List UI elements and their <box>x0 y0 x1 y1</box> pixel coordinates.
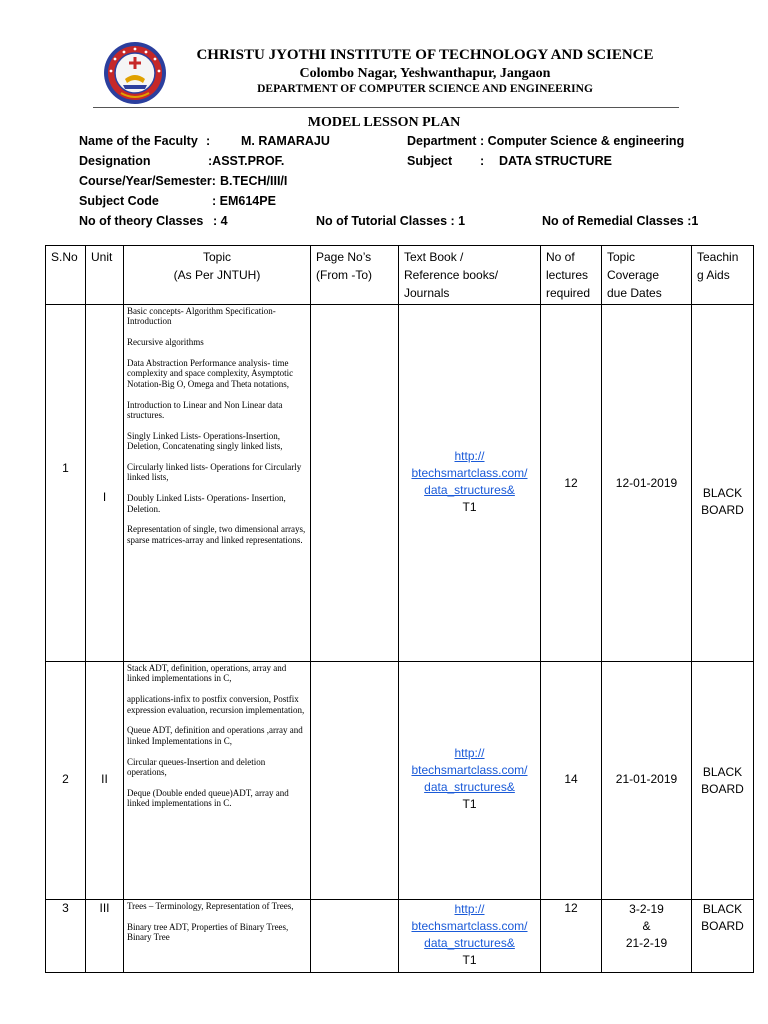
subject-code-label: Subject Code <box>79 194 159 208</box>
header-lectures: No of lectures required <box>541 246 602 305</box>
row-unit: III <box>86 900 124 973</box>
institute-logo-icon <box>103 41 167 105</box>
header-divider <box>93 107 679 108</box>
header-books: Text Book / Reference books/ Journals <box>399 246 541 305</box>
topic-item: Introduction to Linear and Non Linear data structures. <box>127 399 283 421</box>
row-books <box>399 305 541 662</box>
faculty-value: M. RAMARAJU <box>241 134 330 148</box>
department-heading: DEPARTMENT OF COMPUTER SCIENCE AND ENGINEERING <box>257 83 593 95</box>
textbook-link[interactable]: http:// btechsmartclass.com/ data_structures& <box>411 746 528 794</box>
lesson-plan-table <box>45 245 754 973</box>
row-lectures: 12 <box>541 900 602 973</box>
row-pages <box>311 662 399 900</box>
row-due-date: 21-01-2019 <box>602 662 692 900</box>
remedial-classes: No of Remedial Classes :1 <box>542 214 699 228</box>
row-topics <box>124 900 311 973</box>
textbook-code: T1 <box>462 500 477 514</box>
row-topics <box>124 662 311 900</box>
row-unit: I <box>86 305 124 662</box>
row-unit: II <box>86 662 124 900</box>
textbook-code: T1 <box>462 797 477 811</box>
department-label: Department <box>407 134 477 148</box>
header-sno: S.No <box>46 246 86 305</box>
topic-item: Circular queues-Insertion and deletion operations, <box>127 756 266 778</box>
topic-item: Stack ADT, definition, operations, array and linked implementations in C, <box>127 663 287 684</box>
institute-name: CHRISTU JYOTHI INSTITUTE OF TECHNOLOGY AND SCIENCE <box>196 47 654 63</box>
theory-classes-value: : 4 <box>213 214 228 228</box>
designation-value: :ASST.PROF. <box>208 154 285 168</box>
course-value: B.TECH/III/I <box>220 174 288 188</box>
subject-label: Subject <box>407 154 453 168</box>
tutorial-classes: No of Tutorial Classes : 1 <box>316 214 466 228</box>
topic-item: Representation of single, two dimensional arrays, sparse matrices-array and linked representations. <box>127 524 306 545</box>
table-row <box>46 900 754 973</box>
table-header-row <box>46 246 754 305</box>
row-due-date: 12-01-2019 <box>602 305 692 662</box>
row-lectures: 12 <box>541 305 602 662</box>
table-row <box>46 662 754 900</box>
topic-item: Circularly linked lists- Operations for Circularly linked lists, <box>127 462 302 483</box>
row-teaching-aids: BLACK BOARD <box>692 662 754 900</box>
row-teaching-aids: BLACK BOARD <box>692 305 754 662</box>
topic-item: Binary tree ADT, Properties of Binary Trees, Binary Tree <box>127 921 289 943</box>
row-books <box>399 900 541 973</box>
topic-item: Trees – Terminology, Representation of Trees, <box>127 901 294 911</box>
header-unit: Unit <box>86 246 124 305</box>
textbook-link[interactable]: http:// btechsmartclass.com/ data_structures& <box>411 449 528 497</box>
topic-item: applications-infix to postfix conversion, Postfix expression evaluation, recursion implementation, <box>127 694 305 715</box>
topic-item: Queue ADT, definition and operations ,array and linked Implementations in C, <box>127 725 303 746</box>
row-lectures: 14 <box>541 662 602 900</box>
topic-item: Data Abstraction Performance analysis- time complexity and space complexity, Asymptotic Notation-Big O, Omega and Theta notations, <box>127 358 294 389</box>
department-value: : Computer Science & engineering <box>480 134 685 148</box>
row-pages <box>311 900 399 973</box>
subject-code-value: : EM614PE <box>212 194 276 208</box>
subject-separator: : <box>480 154 485 168</box>
faculty-label: Name of the Faculty <box>79 134 198 148</box>
table-row <box>46 305 754 662</box>
header-aids: Teachin g Aids <box>692 246 754 305</box>
header-pages: Page No’s (From -To) <box>311 246 399 305</box>
topic-item: Recursive algorithms <box>127 337 204 348</box>
subject-value: DATA STRUCTURE <box>499 154 612 168</box>
topic-item: Basic concepts- Algorithm Specification-Introduction <box>127 306 276 327</box>
row-teaching-aids: BLACK BOARD <box>692 900 754 973</box>
topic-item: Singly Linked Lists- Operations-Insertion, Deletion, Concatenating singly linked lists, <box>127 430 283 452</box>
course-label: Course/Year/Semester: <box>79 174 216 188</box>
topic-item: Deque (Double ended queue)ADT, array and linked implementations in C. <box>127 787 289 809</box>
designation-label: Designation <box>79 154 151 168</box>
header-coverage: Topic Coverage due Dates <box>602 246 692 305</box>
row-topics <box>124 305 311 662</box>
page-title: MODEL LESSON PLAN <box>307 115 461 130</box>
row-books <box>399 662 541 900</box>
row-sno: 2 <box>46 662 86 900</box>
textbook-code: T1 <box>462 953 477 967</box>
theory-classes-label: No of theory Classes <box>79 214 204 228</box>
row-due-date: 3-2-19 & 21-2-19 <box>602 900 692 973</box>
institute-address: Colombo Nagar, Yeshwanthapur, Jangaon <box>299 66 551 81</box>
row-sno: 3 <box>46 900 86 973</box>
faculty-separator: : <box>206 134 211 148</box>
topic-item: Doubly Linked Lists- Operations- Insertion, Deletion. <box>127 493 286 514</box>
row-pages <box>311 305 399 662</box>
textbook-link[interactable]: http:// btechsmartclass.com/ data_structures& <box>411 902 528 950</box>
header-topic: Topic (As Per JNTUH) <box>124 246 311 305</box>
row-sno: 1 <box>46 305 86 662</box>
